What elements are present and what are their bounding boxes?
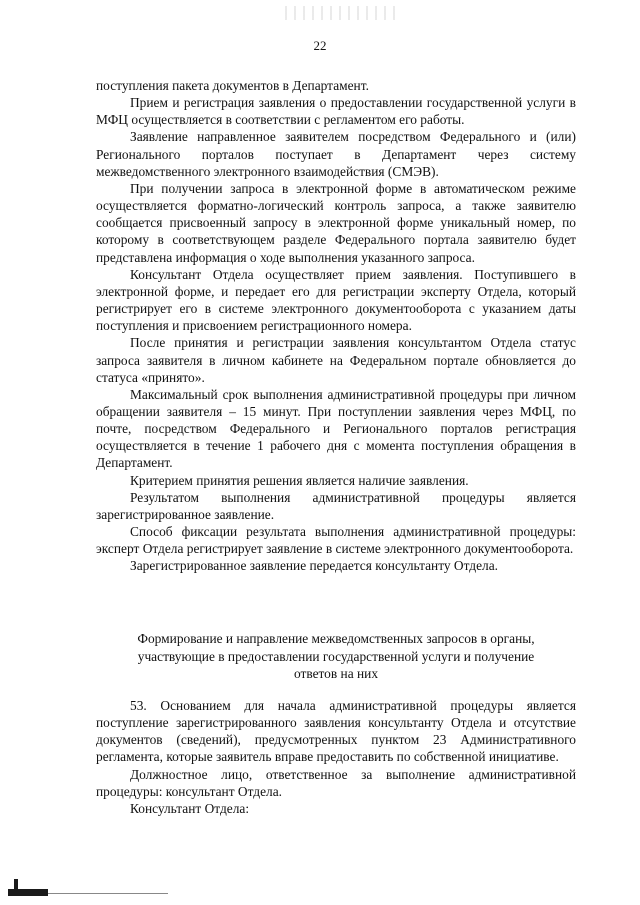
paragraph: Прием и регистрация заявления о предоставлении государственной услуги в МФЦ осуществляется в соответствии с регламентом его работы. [96,95,576,128]
paragraph: 53. Основанием для начала административной процедуры является поступление зарегистрированного заявления консультанту Отдела и отсутствие документов (сведений), предусмотренных пунктом 23 Административного регламента, которые заявитель вправе предоставить по собственной инициативе. [96,698,576,765]
paragraph: Способ фиксации результата выполнения административной процедуры: эксперт Отдела регистрирует заявление в системе электронного документооборота. [96,524,576,557]
paragraph: Консультант Отдела: [130,800,250,816]
section-heading-line: участвующие в предоставлении государственной услуги и получение [137,648,535,664]
scan-artifact-line [48,893,168,894]
paragraph: Заявление направленное заявителем посредством Федерального и (или) Регионального порталов поступает в Департамент через систему межведомственного электронного взаимодействия (СМЭВ). [96,129,576,179]
paragraph: Зарегистрированное заявление передается консультанту Отдела. [130,558,499,574]
paragraph: Результатом выполнения административной процедуры является зарегистрированное заявление. [96,489,576,522]
paragraph: Должностное лицо, ответственное за выполнение административной процедуры: консультант Отдела. [96,766,576,799]
paragraph: Критерием принятия решения является наличие заявления. [130,472,469,488]
paragraph: Консультант Отдела осуществляет прием заявления. Поступившего в электронной форме, и передает его для регистрации эксперту Отдела, который регистрирует его в системе электронного документооборота с указанием даты поступления и присвоением регистрационного номера. [96,266,576,334]
page-number: 22 [313,38,327,53]
paragraph: Максимальный срок выполнения административной процедуры при личном обращении заявителя – 15 минут. При поступлении заявления через МФЦ, по почте, посредством Федерального и Регионального порталов регистрация осуществляется в течение 1 рабочего дня с момента поступления обращения в Департамент. [96,386,576,471]
section-heading [86,630,586,683]
scan-noise [285,6,395,20]
paragraph: При получении запроса в электронной форме в автоматическом режиме осуществляется форматно-логический контроль запроса, а также заявителю сообщается присвоенный запросу в электронной форме уникальный номер, по которому в соответствующем разделе Федерального портала заявителю будет представлена информация о ходе выполнения указанного запроса. [96,180,576,265]
section-heading-line: ответов на них [293,666,379,681]
scan-artifact-mark [8,889,48,896]
body-text-bottom [96,697,576,817]
section-heading-line: Формирование и направление межведомственных запросов в органы, [137,631,535,646]
body-text-top [96,77,576,575]
paragraph: поступления пакета документов в Департамент. [96,78,369,93]
paragraph: После принятия и регистрации заявления консультантом Отдела статус запроса заявителя в личном кабинете на Федеральном портале обновляется до статуса «принято». [96,335,576,385]
